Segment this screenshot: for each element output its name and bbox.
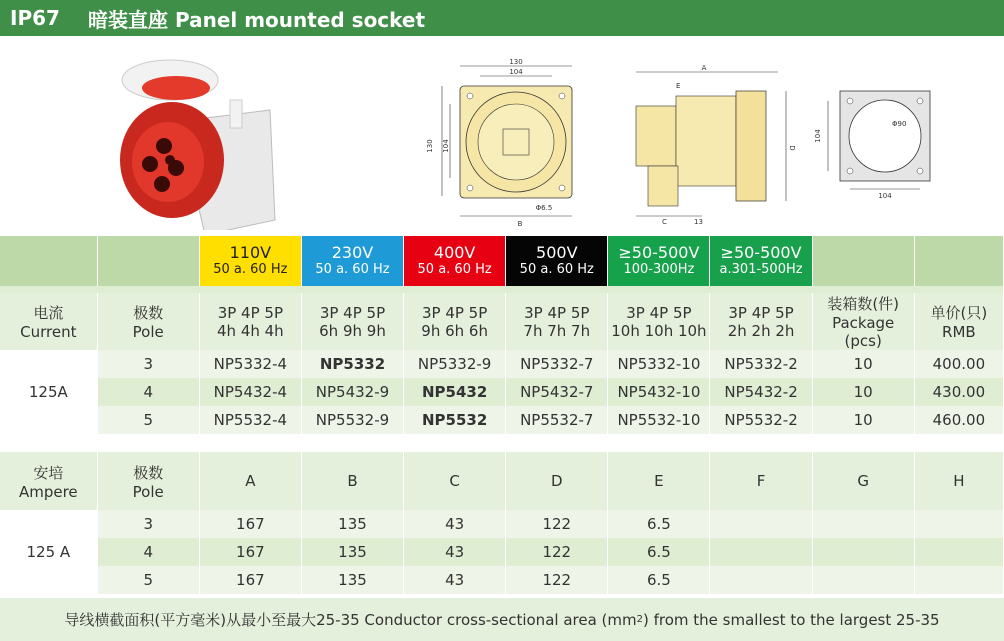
dim-104-left: 104 <box>442 139 450 153</box>
footer-text: 导线横截面积(平方毫米)从最小至最大25-35 Conductor cross-sectional area (mm <box>64 611 637 629</box>
dim-cell: 6.5 <box>608 510 710 538</box>
header-poles-hours: 3P 4P 5P 4h 4h 4h <box>199 293 301 350</box>
code-cell: NP5532-4 <box>199 406 301 434</box>
page-title: 暗装直座 Panel mounted socket <box>88 7 426 32</box>
code-cell: NP5432-4 <box>199 378 301 406</box>
code-cell: NP5532-10 <box>608 406 710 434</box>
dim-cell <box>710 538 812 566</box>
dim-phi65: Φ6.5 <box>535 204 553 212</box>
code-cell: NP5332-7 <box>506 350 608 378</box>
title-banner <box>0 0 1004 36</box>
dim-cell: 43 <box>404 566 506 594</box>
code-cell: NP5332-2 <box>710 350 812 378</box>
header-dim-a: A <box>199 452 301 510</box>
header-poles-hours: 3P 4P 5P 10h 10h 10h <box>608 293 710 350</box>
header-pole: 极数 Pole <box>97 452 199 510</box>
dim-104-h: 104 <box>878 192 892 200</box>
front-drawing <box>420 46 585 236</box>
header-dim-c: C <box>404 452 506 510</box>
spacer-cell <box>914 236 1003 286</box>
table-row <box>0 350 1004 378</box>
dim-cell <box>914 510 1003 538</box>
dim-130-left: 130 <box>426 139 434 153</box>
footer-text: ) from the smallest to the largest 25-35 <box>643 610 940 629</box>
voltage-50-500-high: ≥50-500V a.301-500Hz <box>710 236 812 286</box>
code-cell: NP5432-2 <box>710 378 812 406</box>
header-poles-hours: 3P 4P 5P 2h 2h 2h <box>710 293 812 350</box>
voltage-400: 400V 50 a. 60 Hz <box>404 236 506 286</box>
side-drawing <box>628 46 798 236</box>
cutout-drawing <box>810 46 940 226</box>
price-cell: 430.00 <box>914 378 1003 406</box>
dim-cell: 6.5 <box>608 538 710 566</box>
package-cell: 10 <box>812 350 914 378</box>
ip-rating: IP67 <box>10 6 60 30</box>
header-poles-hours: 3P 4P 5P 7h 7h 7h <box>506 293 608 350</box>
table-row <box>0 406 1004 434</box>
voltage-500: 500V 50 a. 60 Hz <box>506 236 608 286</box>
product-images <box>0 36 1004 236</box>
price-cell: 460.00 <box>914 406 1003 434</box>
dim-cell: 167 <box>199 566 301 594</box>
voltage-110: 110V 50 a. 60 Hz <box>199 236 301 286</box>
footer-superscript: 2 <box>636 614 643 625</box>
dim-a: A <box>701 64 707 72</box>
header-package: 装箱数(件) Package (pcs) <box>812 293 914 350</box>
dim-cell <box>914 538 1003 566</box>
dim-cell <box>812 510 914 538</box>
dim-cell: 43 <box>404 538 506 566</box>
header-price: 单价(只) RMB <box>914 293 1003 350</box>
dim-phi90: Φ90 <box>892 120 907 128</box>
dim-cell: 6.5 <box>608 566 710 594</box>
header-poles-hours: 3P 4P 5P 9h 6h 6h <box>404 293 506 350</box>
spacer-cell <box>97 236 199 286</box>
dim-cell: 135 <box>301 566 403 594</box>
dim-d: D <box>788 145 796 151</box>
dim-104-top: 104 <box>509 68 523 76</box>
price-cell: 400.00 <box>914 350 1003 378</box>
code-cell: NP5432-7 <box>506 378 608 406</box>
code-cell: NP5532 <box>404 406 506 434</box>
code-cell: NP5432-10 <box>608 378 710 406</box>
dim-c: C <box>662 218 667 226</box>
spacer-cell <box>0 236 97 286</box>
header-current: 电流 Current <box>0 293 97 350</box>
code-cell: NP5332-10 <box>608 350 710 378</box>
pole-cell: 5 <box>97 566 199 594</box>
package-cell: 10 <box>812 406 914 434</box>
header-dim-g: G <box>812 452 914 510</box>
dim-cell: 43 <box>404 510 506 538</box>
dim-cell <box>812 566 914 594</box>
pole-cell: 5 <box>97 406 199 434</box>
code-cell: NP5532-9 <box>301 406 403 434</box>
dim-130-top: 130 <box>509 58 523 66</box>
table-row <box>0 538 1004 566</box>
dim-cell <box>914 566 1003 594</box>
dim-cell: 122 <box>506 510 608 538</box>
product-table <box>0 236 1004 434</box>
header-dim-f: F <box>710 452 812 510</box>
socket-photo <box>110 50 280 230</box>
header-dim-d: D <box>506 452 608 510</box>
dim-cell <box>710 566 812 594</box>
header-dim-e: E <box>608 452 710 510</box>
dim-cell <box>710 510 812 538</box>
code-cell: NP5432 <box>404 378 506 406</box>
dim-cell: 135 <box>301 510 403 538</box>
header-dim-h: H <box>914 452 1003 510</box>
header-poles-hours: 3P 4P 5P 6h 9h 9h <box>301 293 403 350</box>
table-row <box>0 566 1004 594</box>
dim-cell: 135 <box>301 538 403 566</box>
pole-cell: 4 <box>97 378 199 406</box>
dim-104-v: 104 <box>814 129 822 143</box>
dim-cell <box>812 538 914 566</box>
dim-cell: 167 <box>199 538 301 566</box>
current-cell: 125A <box>0 350 97 434</box>
code-cell: NP5432-9 <box>301 378 403 406</box>
dim-cell: 167 <box>199 510 301 538</box>
dim-13: 13 <box>694 218 703 226</box>
code-cell: NP5332 <box>301 350 403 378</box>
table-row <box>0 378 1004 406</box>
ampere-cell: 125 A <box>0 510 97 594</box>
package-cell: 10 <box>812 378 914 406</box>
dim-cell: 122 <box>506 566 608 594</box>
pole-cell: 3 <box>97 510 199 538</box>
spacer-cell <box>812 236 914 286</box>
footer-note <box>0 598 1004 641</box>
header-dim-b: B <box>301 452 403 510</box>
code-cell: NP5332-9 <box>404 350 506 378</box>
dimension-table <box>0 452 1004 594</box>
voltage-50-500-low: ≥50-500V 100-300Hz <box>608 236 710 286</box>
header-ampere: 安培 Ampere <box>0 452 97 510</box>
code-cell: NP5332-4 <box>199 350 301 378</box>
code-cell: NP5532-7 <box>506 406 608 434</box>
pole-cell: 4 <box>97 538 199 566</box>
pole-cell: 3 <box>97 350 199 378</box>
dim-b: B <box>517 220 523 228</box>
voltage-230: 230V 50 a. 60 Hz <box>301 236 403 286</box>
dim-cell: 122 <box>506 538 608 566</box>
dim-e: E <box>676 82 681 90</box>
code-cell: NP5532-2 <box>710 406 812 434</box>
table-row <box>0 510 1004 538</box>
header-pole: 极数 Pole <box>97 293 199 350</box>
